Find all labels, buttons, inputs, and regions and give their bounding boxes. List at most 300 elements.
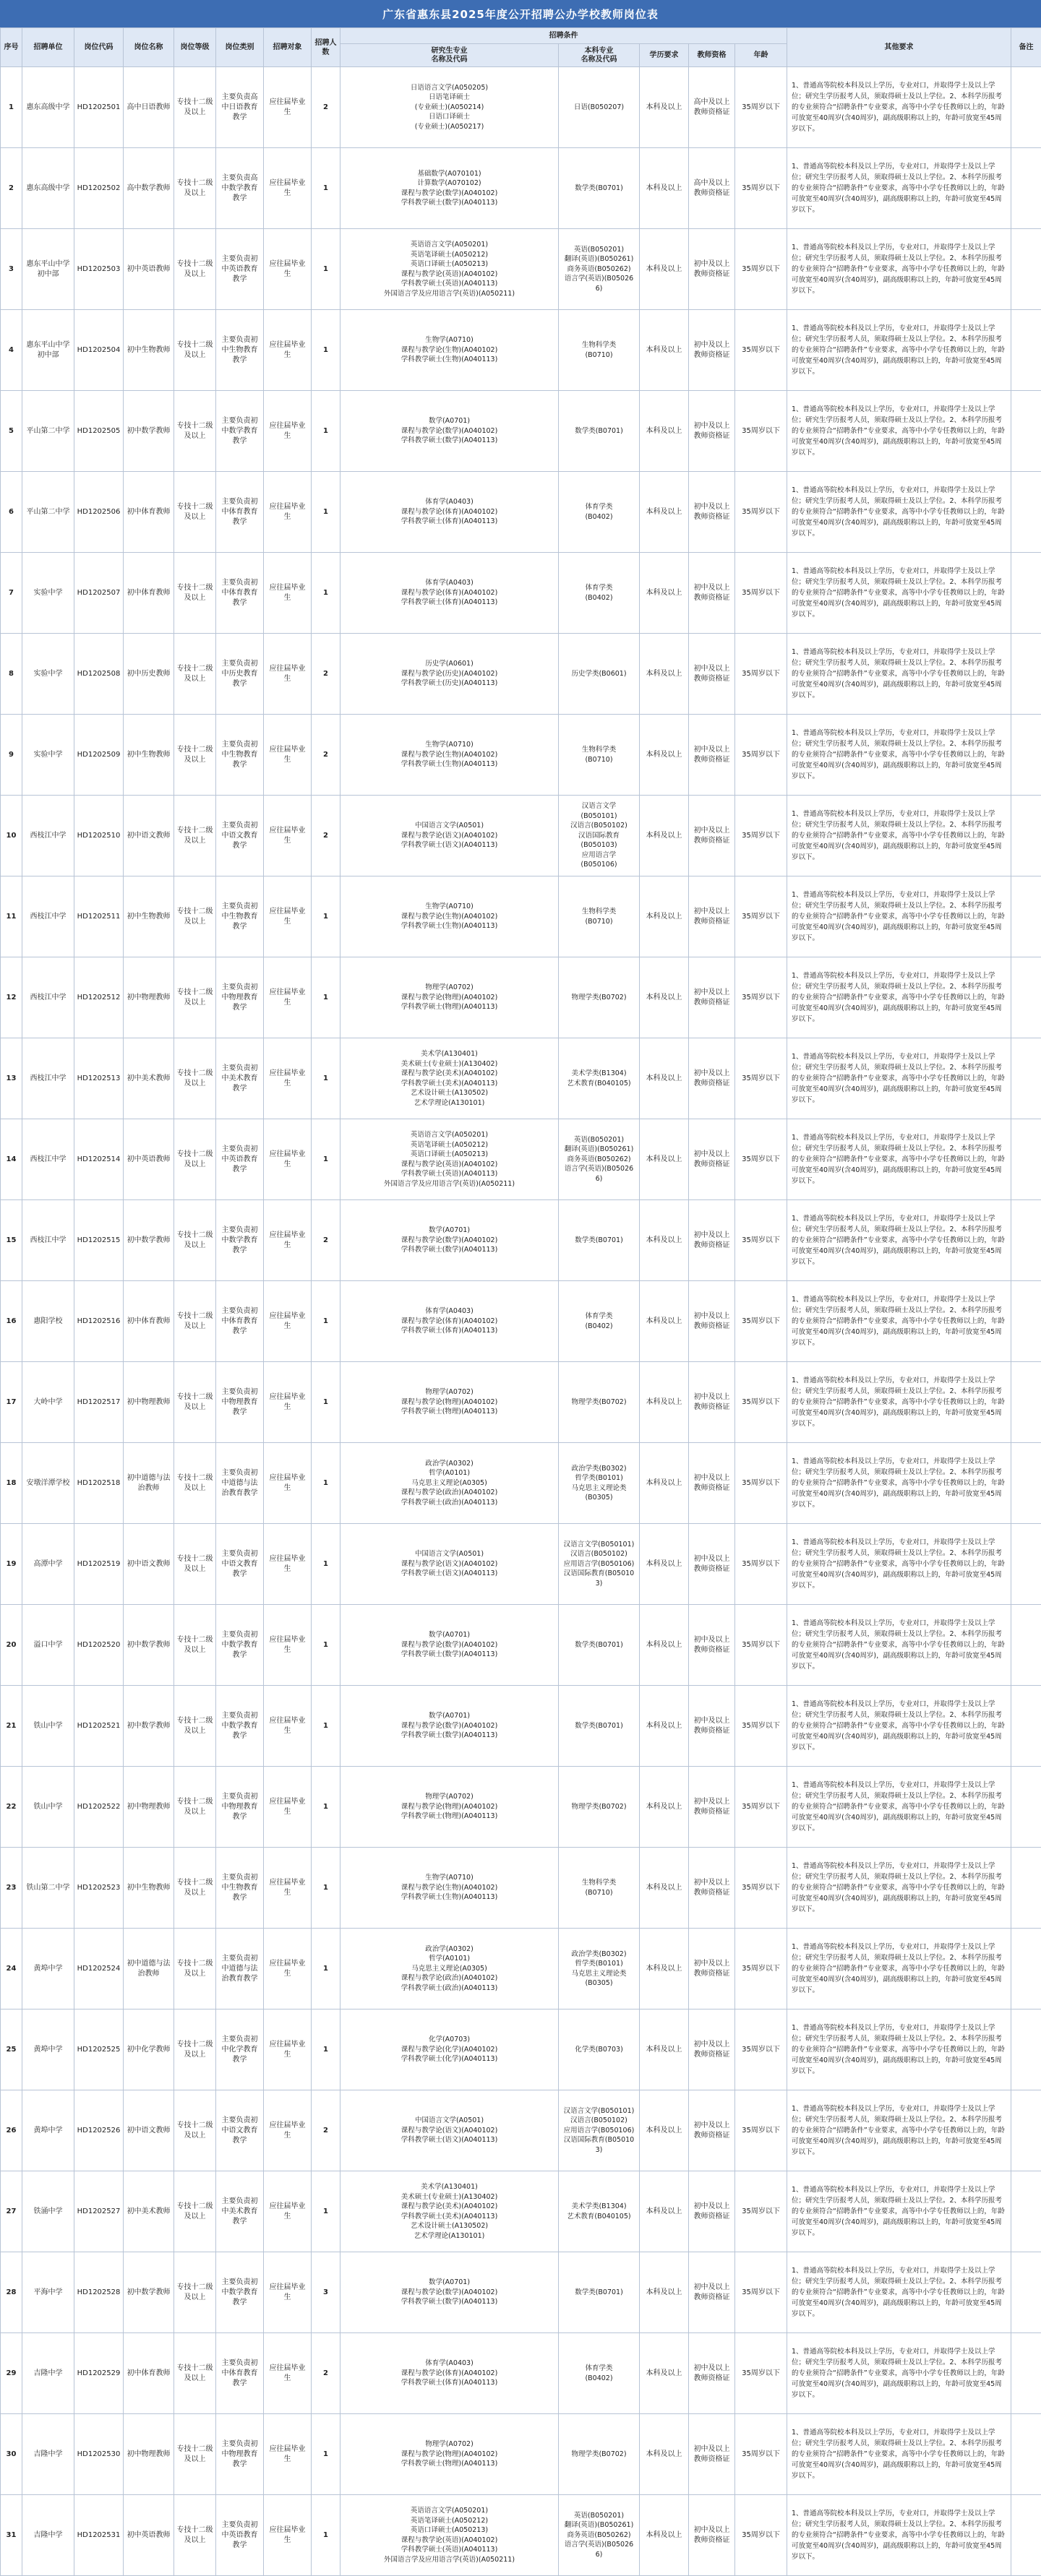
cell-post: 初中体育教师 <box>124 553 174 634</box>
cell-grade: 专技十二级及以上 <box>174 553 216 634</box>
cell-code: HD1202502 <box>74 148 124 229</box>
cell-unit: 平山第二中学 <box>22 391 74 472</box>
cell-age: 35周岁以下 <box>735 229 787 310</box>
cell-other: 1、普通高等院校本科及以上学历，专业对口，并取得学士及以上学位；研究生学历报考人员，须取得硕士及以上学位。2、本科学历报考的专业须符合“招聘条件”专业要求，高等中小学专任教师以上的，年龄可放宽至40周岁(含40周岁)，副高级职称以上的，年龄可放宽至45周岁以下。 <box>787 1119 1011 1200</box>
cell-education: 本科及以上 <box>640 957 689 1038</box>
cell-other: 1、普通高等院校本科及以上学历，专业对口，并取得学士及以上学位；研究生学历报考人员，须取得硕士及以上学位。2、本科学历报考的专业须符合“招聘条件”专业要求，高等中小学专任教师以上的，年龄可放宽至40周岁(含40周岁)，副高级职称以上的，年龄可放宽至45周岁以下。 <box>787 472 1011 553</box>
cell-grad-major: 生物学(A0710) 课程与教学论(生物)(A040102) 学科教学硕士(生物)(A040113) <box>340 1848 559 1929</box>
cell-other: 1、普通高等院校本科及以上学历，专业对口，并取得学士及以上学位；研究生学历报考人员，须取得硕士及以上学位。2、本科学历报考的专业须符合“招聘条件”专业要求，高等中小学专任教师以上的，年龄可放宽至40周岁(含40周岁)，副高级职称以上的，年龄可放宽至45周岁以下。 <box>787 67 1011 148</box>
cell-education: 本科及以上 <box>640 1038 689 1119</box>
cell-age: 35周岁以下 <box>735 1848 787 1929</box>
cell-age: 35周岁以下 <box>735 715 787 796</box>
cell-code: HD1202515 <box>74 1200 124 1281</box>
cell-ug-major: 数学类(B0701) <box>559 1686 640 1767</box>
table-row <box>1 634 1041 715</box>
cell-count: 2 <box>312 715 340 796</box>
cell-code: HD1202525 <box>74 2009 124 2090</box>
cell-age: 35周岁以下 <box>735 1281 787 1362</box>
cell-unit: 黄埠中学 <box>22 2090 74 2171</box>
cell-post: 初中美术教师 <box>124 1038 174 1119</box>
cell-note <box>1011 1443 1041 1524</box>
cell-cert: 初中及以上教师资格证 <box>689 391 735 472</box>
cell-note <box>1011 2414 1041 2495</box>
table-row <box>1 67 1041 148</box>
cell-count: 1 <box>312 229 340 310</box>
cell-category: 主要负责初中体育教育教学 <box>216 2333 264 2414</box>
cell-education: 本科及以上 <box>640 2333 689 2414</box>
cell-post: 初中语文教师 <box>124 796 174 876</box>
cell-count: 3 <box>312 2252 340 2333</box>
cell-other: 1、普通高等院校本科及以上学历，专业对口，并取得学士及以上学位；研究生学历报考人员，须取得硕士及以上学位。2、本科学历报考的专业须符合“招聘条件”专业要求，高等中小学专任教师以上的，年龄可放宽至40周岁(含40周岁)，副高级职称以上的，年龄可放宽至45周岁以下。 <box>787 2414 1011 2495</box>
header-ug-major-sub: 名称及代码 <box>560 56 638 64</box>
cell-code: HD1202518 <box>74 1443 124 1524</box>
cell-education: 本科及以上 <box>640 1443 689 1524</box>
cell-no: 12 <box>1 957 22 1038</box>
cell-education: 本科及以上 <box>640 229 689 310</box>
cell-education: 本科及以上 <box>640 391 689 472</box>
cell-category: 主要负责初中物理教育教学 <box>216 1362 264 1443</box>
cell-target: 应往届毕业生 <box>264 796 312 876</box>
cell-education: 本科及以上 <box>640 310 689 391</box>
cell-no: 21 <box>1 1686 22 1767</box>
cell-category: 主要负责初中生物教育教学 <box>216 876 264 957</box>
cell-category: 主要负责初中美术教育教学 <box>216 1038 264 1119</box>
cell-no: 11 <box>1 876 22 957</box>
cell-target: 应往届毕业生 <box>264 1848 312 1929</box>
cell-age: 35周岁以下 <box>735 1362 787 1443</box>
cell-count: 2 <box>312 634 340 715</box>
cell-count: 2 <box>312 2090 340 2171</box>
cell-other: 1、普通高等院校本科及以上学历，专业对口，并取得学士及以上学位；研究生学历报考人员，须取得硕士及以上学位。2、本科学历报考的专业须符合“招聘条件”专业要求，高等中小学专任教师以上的，年龄可放宽至40周岁(含40周岁)，副高级职称以上的，年龄可放宽至45周岁以下。 <box>787 1848 1011 1929</box>
table-row <box>1 553 1041 634</box>
cell-post: 高中日语教师 <box>124 67 174 148</box>
cell-ug-major: 化学类(B0703) <box>559 2009 640 2090</box>
cell-unit: 西枝江中学 <box>22 1200 74 1281</box>
cell-target: 应往届毕业生 <box>264 634 312 715</box>
cell-count: 1 <box>312 2171 340 2252</box>
cell-other: 1、普通高等院校本科及以上学历，专业对口，并取得学士及以上学位；研究生学历报考人员，须取得硕士及以上学位。2、本科学历报考的专业须符合“招聘条件”专业要求，高等中小学专任教师以上的，年龄可放宽至40周岁(含40周岁)，副高级职称以上的，年龄可放宽至45周岁以下。 <box>787 1524 1011 1605</box>
cell-post: 高中数学教师 <box>124 148 174 229</box>
cell-cert: 初中及以上教师资格证 <box>689 553 735 634</box>
cell-code: HD1202513 <box>74 1038 124 1119</box>
cell-post: 初中物理教师 <box>124 1362 174 1443</box>
cell-education: 本科及以上 <box>640 2252 689 2333</box>
cell-no: 15 <box>1 1200 22 1281</box>
cell-cert: 初中及以上教师资格证 <box>689 1848 735 1929</box>
cell-grade: 专技十二级及以上 <box>174 796 216 876</box>
cell-other: 1、普通高等院校本科及以上学历，专业对口，并取得学士及以上学位；研究生学历报考人员，须取得硕士及以上学位。2、本科学历报考的专业须符合“招聘条件”专业要求，高等中小学专任教师以上的，年龄可放宽至40周岁(含40周岁)，副高级职称以上的，年龄可放宽至45周岁以下。 <box>787 1605 1011 1686</box>
cell-grad-major: 物理学(A0702) 课程与教学论(物理)(A040102) 学科教学硕士(物理)(A040113) <box>340 1767 559 1848</box>
cell-education: 本科及以上 <box>640 2009 689 2090</box>
cell-code: HD1202530 <box>74 2414 124 2495</box>
cell-count: 1 <box>312 310 340 391</box>
cell-education: 本科及以上 <box>640 876 689 957</box>
cell-no: 23 <box>1 1848 22 1929</box>
cell-target: 应往届毕业生 <box>264 2414 312 2495</box>
cell-age: 35周岁以下 <box>735 876 787 957</box>
cell-target: 应往届毕业生 <box>264 1119 312 1200</box>
cell-note <box>1011 1686 1041 1767</box>
cell-age: 35周岁以下 <box>735 1443 787 1524</box>
cell-grade: 专技十二级及以上 <box>174 1605 216 1686</box>
table-row <box>1 876 1041 957</box>
table-row <box>1 2252 1041 2333</box>
cell-ug-major: 日语(B050207) <box>559 67 640 148</box>
cell-code: HD1202517 <box>74 1362 124 1443</box>
cell-other: 1、普通高等院校本科及以上学历，专业对口，并取得学士及以上学位；研究生学历报考人员，须取得硕士及以上学位。2、本科学历报考的专业须符合“招聘条件”专业要求，高等中小学专任教师以上的，年龄可放宽至40周岁(含40周岁)，副高级职称以上的，年龄可放宽至45周岁以下。 <box>787 2090 1011 2171</box>
cell-category: 主要负责初中美术教育教学 <box>216 2171 264 2252</box>
cell-other: 1、普通高等院校本科及以上学历，专业对口，并取得学士及以上学位；研究生学历报考人员，须取得硕士及以上学位。2、本科学历报考的专业须符合“招聘条件”专业要求，高等中小学专任教师以上的，年龄可放宽至40周岁(含40周岁)，副高级职称以上的，年龄可放宽至45周岁以下。 <box>787 391 1011 472</box>
cell-age: 35周岁以下 <box>735 148 787 229</box>
cell-grad-major: 日语语言文学(A050205) 日语笔译硕士 (专业硕士)(A050214) 日语口译硕士 (专业硕士)(A050217) <box>340 67 559 148</box>
cell-ug-major: 美术学类(B1304) 艺术教育(B040105) <box>559 2171 640 2252</box>
cell-age: 35周岁以下 <box>735 472 787 553</box>
cell-note <box>1011 2009 1041 2090</box>
cell-cert: 初中及以上教师资格证 <box>689 1038 735 1119</box>
cell-category: 主要负责高中日语教育教学 <box>216 67 264 148</box>
cell-category: 主要负责初中道德与法治教育教学 <box>216 1929 264 2009</box>
cell-other: 1、普通高等院校本科及以上学历，专业对口，并取得学士及以上学位；研究生学历报考人员，须取得硕士及以上学位。2、本科学历报考的专业须符合“招聘条件”专业要求，高等中小学专任教师以上的，年龄可放宽至40周岁(含40周岁)，副高级职称以上的，年龄可放宽至45周岁以下。 <box>787 876 1011 957</box>
cell-ug-major: 生物科学类 (B0710) <box>559 1848 640 1929</box>
cell-age: 35周岁以下 <box>735 2090 787 2171</box>
cell-education: 本科及以上 <box>640 2414 689 2495</box>
cell-unit: 铁涌中学 <box>22 2171 74 2252</box>
cell-grade: 专技十二级及以上 <box>174 2414 216 2495</box>
cell-education: 本科及以上 <box>640 1119 689 1200</box>
cell-count: 1 <box>312 1119 340 1200</box>
cell-unit: 吉隆中学 <box>22 2333 74 2414</box>
cell-count: 2 <box>312 796 340 876</box>
cell-target: 应往届毕业生 <box>264 1524 312 1605</box>
cell-ug-major: 数学类(B0701) <box>559 391 640 472</box>
cell-grad-major: 政治学(A0302) 哲学(A0101) 马克思主义理论(A0305) 课程与教学论(政治)(A040102) 学科教学硕士(政治)(A040113) <box>340 1443 559 1524</box>
cell-cert: 初中及以上教师资格证 <box>689 1281 735 1362</box>
cell-grad-major: 物理学(A0702) 课程与教学论(物理)(A040102) 学科教学硕士(物理)(A040113) <box>340 1362 559 1443</box>
cell-count: 1 <box>312 957 340 1038</box>
cell-other: 1、普通高等院校本科及以上学历，专业对口，并取得学士及以上学位；研究生学历报考人员，须取得硕士及以上学位。2、本科学历报考的专业须符合“招聘条件”专业要求，高等中小学专任教师以上的，年龄可放宽至40周岁(含40周岁)，副高级职称以上的，年龄可放宽至45周岁以下。 <box>787 1362 1011 1443</box>
cell-cert: 初中及以上教师资格证 <box>689 1686 735 1767</box>
cell-no: 13 <box>1 1038 22 1119</box>
cell-grade: 专技十二级及以上 <box>174 1362 216 1443</box>
cell-age: 35周岁以下 <box>735 957 787 1038</box>
cell-target: 应往届毕业生 <box>264 472 312 553</box>
cell-cert: 初中及以上教师资格证 <box>689 1929 735 2009</box>
cell-age: 35周岁以下 <box>735 2414 787 2495</box>
cell-age: 35周岁以下 <box>735 310 787 391</box>
cell-no: 30 <box>1 2414 22 2495</box>
cell-ug-major: 体育学类 (B0402) <box>559 553 640 634</box>
table-row <box>1 391 1041 472</box>
cell-grad-major: 美术学(A130401) 美术硕士(专业硕士)(A130402) 课程与教学论(美术)(A040102) 学科教学硕士(美术)(A040113) 艺术设计硕士(A130502) 艺术学理论(A130101) <box>340 1038 559 1119</box>
cell-other: 1、普通高等院校本科及以上学历，专业对口，并取得学士及以上学位；研究生学历报考人员，须取得硕士及以上学位。2、本科学历报考的专业须符合“招聘条件”专业要求，高等中小学专任教师以上的，年龄可放宽至40周岁(含40周岁)，副高级职称以上的，年龄可放宽至45周岁以下。 <box>787 796 1011 876</box>
cell-grade: 专技十二级及以上 <box>174 715 216 796</box>
cell-post: 初中数学教师 <box>124 2252 174 2333</box>
header-education: 学历要求 <box>640 44 689 67</box>
cell-grad-major: 数学(A0701) 课程与教学论(数学)(A040102) 学科教学硕士(数学)(A040113) <box>340 1686 559 1767</box>
cell-target: 应往届毕业生 <box>264 148 312 229</box>
table-row <box>1 1443 1041 1524</box>
header-note: 备注 <box>1011 28 1041 67</box>
cell-unit: 铁山中学 <box>22 1767 74 1848</box>
cell-age: 35周岁以下 <box>735 1929 787 2009</box>
cell-category: 主要负责初中道德与法治教育教学 <box>216 1443 264 1524</box>
table-row <box>1 796 1041 876</box>
cell-note <box>1011 148 1041 229</box>
cell-grade: 专技十二级及以上 <box>174 148 216 229</box>
cell-post: 初中生物教师 <box>124 715 174 796</box>
cell-other: 1、普通高等院校本科及以上学历，专业对口，并取得学士及以上学位；研究生学历报考人员，须取得硕士及以上学位。2、本科学历报考的专业须符合“招聘条件”专业要求，高等中小学专任教师以上的，年龄可放宽至40周岁(含40周岁)，副高级职称以上的，年龄可放宽至45周岁以下。 <box>787 1281 1011 1362</box>
cell-ug-major: 物理学类(B0702) <box>559 957 640 1038</box>
cell-note <box>1011 1119 1041 1200</box>
cell-unit: 溢口中学 <box>22 1605 74 1686</box>
cell-cert: 初中及以上教师资格证 <box>689 1443 735 1524</box>
cell-target: 应往届毕业生 <box>264 2090 312 2171</box>
cell-cert: 初中及以上教师资格证 <box>689 229 735 310</box>
cell-target: 应往届毕业生 <box>264 310 312 391</box>
cell-education: 本科及以上 <box>640 67 689 148</box>
cell-ug-major: 政治学类(B0302) 哲学类(B0101) 马克思主义理论类 (B0305) <box>559 1443 640 1524</box>
cell-post: 初中体育教师 <box>124 1281 174 1362</box>
cell-no: 28 <box>1 2252 22 2333</box>
cell-target: 应往届毕业生 <box>264 876 312 957</box>
cell-note <box>1011 1929 1041 2009</box>
cell-grad-major: 化学(A0703) 课程与教学论(化学)(A040102) 学科教学硕士(化学)(A040113) <box>340 2009 559 2090</box>
table-body <box>1 67 1041 2576</box>
cell-education: 本科及以上 <box>640 1686 689 1767</box>
cell-grad-major: 数学(A0701) 课程与教学论(数学)(A040102) 学科教学硕士(数学)(A040113) <box>340 1200 559 1281</box>
cell-grade: 专技十二级及以上 <box>174 1524 216 1605</box>
cell-unit: 铁山中学 <box>22 1686 74 1767</box>
cell-code: HD1202510 <box>74 796 124 876</box>
header-ug-major-label: 本科专业 <box>560 47 638 56</box>
cell-unit: 黄埠中学 <box>22 2009 74 2090</box>
table-row <box>1 148 1041 229</box>
cell-category: 主要负责初中历史教育教学 <box>216 634 264 715</box>
cell-grade: 专技十二级及以上 <box>174 2495 216 2576</box>
cell-category: 主要负责初中英语教育教学 <box>216 229 264 310</box>
cell-category: 主要负责初中化学教育教学 <box>216 2009 264 2090</box>
cell-grad-major: 中国语言文学(A0501) 课程与教学论(语文)(A040102) 学科教学硕士(语文)(A040113) <box>340 2090 559 2171</box>
cell-note <box>1011 310 1041 391</box>
cell-category: 主要负责高中数学教育教学 <box>216 148 264 229</box>
cell-age: 35周岁以下 <box>735 2333 787 2414</box>
header-other: 其他要求 <box>787 28 1011 67</box>
cell-other: 1、普通高等院校本科及以上学历，专业对口，并取得学士及以上学位；研究生学历报考人员，须取得硕士及以上学位。2、本科学历报考的专业须符合“招聘条件”专业要求，高等中小学专任教师以上的，年龄可放宽至40周岁(含40周岁)，副高级职称以上的，年龄可放宽至45周岁以下。 <box>787 2333 1011 2414</box>
table-row <box>1 1605 1041 1686</box>
cell-count: 1 <box>312 553 340 634</box>
cell-grade: 专技十二级及以上 <box>174 2009 216 2090</box>
cell-age: 35周岁以下 <box>735 67 787 148</box>
cell-note <box>1011 391 1041 472</box>
cell-grad-major: 物理学(A0702) 课程与教学论(物理)(A040102) 学科教学硕士(物理)(A040113) <box>340 2414 559 2495</box>
cell-grade: 专技十二级及以上 <box>174 391 216 472</box>
cell-no: 18 <box>1 1443 22 1524</box>
cell-grade: 专技十二级及以上 <box>174 310 216 391</box>
cell-unit: 大岭中学 <box>22 1362 74 1443</box>
cell-no: 9 <box>1 715 22 796</box>
cell-target: 应往届毕业生 <box>264 2333 312 2414</box>
cell-post: 初中物理教师 <box>124 1767 174 1848</box>
cell-education: 本科及以上 <box>640 2171 689 2252</box>
cell-category: 主要负责初中生物教育教学 <box>216 715 264 796</box>
cell-grade: 专技十二级及以上 <box>174 1038 216 1119</box>
cell-code: HD1202516 <box>74 1281 124 1362</box>
cell-no: 7 <box>1 553 22 634</box>
cell-cert: 初中及以上教师资格证 <box>689 1119 735 1200</box>
cell-note <box>1011 1200 1041 1281</box>
cell-education: 本科及以上 <box>640 2495 689 2576</box>
cell-category: 主要负责初中数学教育教学 <box>216 1605 264 1686</box>
cell-ug-major: 物理学类(B0702) <box>559 1767 640 1848</box>
cell-unit: 惠东平山中学初中部 <box>22 229 74 310</box>
cell-category: 主要负责初中英语教育教学 <box>216 2495 264 2576</box>
cell-code: HD1202507 <box>74 553 124 634</box>
cell-education: 本科及以上 <box>640 1281 689 1362</box>
cell-post: 初中语文教师 <box>124 1524 174 1605</box>
cell-note <box>1011 957 1041 1038</box>
cell-no: 17 <box>1 1362 22 1443</box>
cell-count: 1 <box>312 1848 340 1929</box>
cell-ug-major: 英语(B050201) 翻译(英语)(B050261) 商务英语(B050262) 语言学(英语)(B050266) <box>559 1119 640 1200</box>
cell-cert: 初中及以上教师资格证 <box>689 2495 735 2576</box>
cell-grad-major: 中国语言文学(A0501) 课程与教学论(语文)(A040102) 学科教学硕士(语文)(A040113) <box>340 796 559 876</box>
cell-count: 2 <box>312 2333 340 2414</box>
cell-post: 初中物理教师 <box>124 2414 174 2495</box>
cell-count: 2 <box>312 1200 340 1281</box>
cell-other: 1、普通高等院校本科及以上学历，专业对口，并取得学士及以上学位；研究生学历报考人员，须取得硕士及以上学位。2、本科学历报考的专业须符合“招聘条件”专业要求，高等中小学专任教师以上的，年龄可放宽至40周岁(含40周岁)，副高级职称以上的，年龄可放宽至45周岁以下。 <box>787 715 1011 796</box>
cell-ug-major: 数学类(B0701) <box>559 1605 640 1686</box>
cell-no: 16 <box>1 1281 22 1362</box>
header-age: 年龄 <box>735 44 787 67</box>
cell-target: 应往届毕业生 <box>264 2252 312 2333</box>
cell-cert: 初中及以上教师资格证 <box>689 957 735 1038</box>
cell-category: 主要负责初中数学教育教学 <box>216 1200 264 1281</box>
table-row <box>1 957 1041 1038</box>
cell-count: 1 <box>312 1443 340 1524</box>
cell-unit: 实验中学 <box>22 634 74 715</box>
cell-code: HD1202505 <box>74 391 124 472</box>
cell-grad-major: 体育学(A0403) 课程与教学论(体育)(A040102) 学科教学硕士(体育)(A040113) <box>340 553 559 634</box>
cell-count: 1 <box>312 876 340 957</box>
cell-cert: 初中及以上教师资格证 <box>689 715 735 796</box>
cell-note <box>1011 715 1041 796</box>
cell-ug-major: 体育学类 (B0402) <box>559 2333 640 2414</box>
cell-category: 主要负责初中语文教育教学 <box>216 796 264 876</box>
cell-post: 初中道德与法治教师 <box>124 1443 174 1524</box>
cell-note <box>1011 2171 1041 2252</box>
cell-grad-major: 生物学(A0710) 课程与教学论(生物)(A040102) 学科教学硕士(生物)(A040113) <box>340 310 559 391</box>
cell-post: 初中英语教师 <box>124 1119 174 1200</box>
cell-note <box>1011 2252 1041 2333</box>
cell-other: 1、普通高等院校本科及以上学历，专业对口，并取得学士及以上学位；研究生学历报考人员，须取得硕士及以上学位。2、本科学历报考的专业须符合“招聘条件”专业要求，高等中小学专任教师以上的，年龄可放宽至40周岁(含40周岁)，副高级职称以上的，年龄可放宽至45周岁以下。 <box>787 2009 1011 2090</box>
cell-note <box>1011 796 1041 876</box>
header-cert: 教师资格 <box>689 44 735 67</box>
cell-count: 1 <box>312 1524 340 1605</box>
cell-cert: 初中及以上教师资格证 <box>689 796 735 876</box>
cell-code: HD1202511 <box>74 876 124 957</box>
cell-target: 应往届毕业生 <box>264 2009 312 2090</box>
table-row <box>1 310 1041 391</box>
cell-unit: 安墩洋潭学校 <box>22 1443 74 1524</box>
cell-ug-major: 生物科学类 (B0710) <box>559 715 640 796</box>
cell-cert: 初中及以上教师资格证 <box>689 310 735 391</box>
cell-no: 29 <box>1 2333 22 2414</box>
cell-education: 本科及以上 <box>640 634 689 715</box>
cell-category: 主要负责初中数学教育教学 <box>216 1686 264 1767</box>
cell-code: HD1202527 <box>74 2171 124 2252</box>
cell-grad-major: 生物学(A0710) 课程与教学论(生物)(A040102) 学科教学硕士(生物)(A040113) <box>340 876 559 957</box>
table-row <box>1 1686 1041 1767</box>
cell-grad-major: 政治学(A0302) 哲学(A0101) 马克思主义理论(A0305) 课程与教学论(政治)(A040102) 学科教学硕士(政治)(A040113) <box>340 1929 559 2009</box>
cell-code: HD1202514 <box>74 1119 124 1200</box>
cell-post: 初中语文教师 <box>124 2090 174 2171</box>
cell-no: 10 <box>1 796 22 876</box>
cell-grad-major: 美术学(A130401) 美术硕士(专业硕士)(A130402) 课程与教学论(美术)(A040102) 学科教学硕士(美术)(A040113) 艺术设计硕士(A130502) 艺术学理论(A130101) <box>340 2171 559 2252</box>
cell-count: 1 <box>312 148 340 229</box>
table-row <box>1 1038 1041 1119</box>
cell-unit: 吉隆中学 <box>22 2414 74 2495</box>
cell-note <box>1011 1038 1041 1119</box>
cell-unit: 西枝江中学 <box>22 876 74 957</box>
cell-age: 35周岁以下 <box>735 1605 787 1686</box>
cell-note <box>1011 472 1041 553</box>
cell-cert: 高中及以上教师资格证 <box>689 67 735 148</box>
cell-education: 本科及以上 <box>640 1605 689 1686</box>
cell-unit: 铁山第二中学 <box>22 1848 74 1929</box>
cell-code: HD1202531 <box>74 2495 124 2576</box>
cell-cert: 初中及以上教师资格证 <box>689 876 735 957</box>
cell-cert: 初中及以上教师资格证 <box>689 2171 735 2252</box>
table-row <box>1 1524 1041 1605</box>
header-grad-major <box>340 44 559 67</box>
cell-education: 本科及以上 <box>640 2090 689 2171</box>
cell-cert: 初中及以上教师资格证 <box>689 634 735 715</box>
cell-unit: 黄埠中学 <box>22 1929 74 2009</box>
cell-target: 应往届毕业生 <box>264 715 312 796</box>
cell-ug-major: 美术学类(B1304) 艺术教育(B040105) <box>559 1038 640 1119</box>
cell-category: 主要负责初中物理教育教学 <box>216 2414 264 2495</box>
cell-grade: 专技十二级及以上 <box>174 1686 216 1767</box>
table-row <box>1 472 1041 553</box>
cell-target: 应往届毕业生 <box>264 1281 312 1362</box>
cell-unit: 惠东高级中学 <box>22 67 74 148</box>
cell-no: 8 <box>1 634 22 715</box>
cell-code: HD1202521 <box>74 1686 124 1767</box>
cell-grad-major: 体育学(A0403) 课程与教学论(体育)(A040102) 学科教学硕士(体育)(A040113) <box>340 2333 559 2414</box>
cell-post: 初中数学教师 <box>124 1200 174 1281</box>
cell-target: 应往届毕业生 <box>264 1767 312 1848</box>
cell-code: HD1202501 <box>74 67 124 148</box>
cell-cert: 初中及以上教师资格证 <box>689 1605 735 1686</box>
cell-age: 35周岁以下 <box>735 796 787 876</box>
cell-ug-major: 汉语言文学(B050101) 汉语言(B050102) 应用语言学(B050106) 汉语国际教育(B050103) <box>559 1524 640 1605</box>
cell-post: 初中英语教师 <box>124 229 174 310</box>
cell-code: HD1202526 <box>74 2090 124 2171</box>
cell-note <box>1011 553 1041 634</box>
cell-other: 1、普通高等院校本科及以上学历，专业对口，并取得学士及以上学位；研究生学历报考人员，须取得硕士及以上学位。2、本科学历报考的专业须符合“招聘条件”专业要求，高等中小学专任教师以上的，年龄可放宽至40周岁(含40周岁)，副高级职称以上的，年龄可放宽至45周岁以下。 <box>787 957 1011 1038</box>
cell-no: 26 <box>1 2090 22 2171</box>
cell-grade: 专技十二级及以上 <box>174 1443 216 1524</box>
cell-grade: 专技十二级及以上 <box>174 2333 216 2414</box>
cell-post: 初中生物教师 <box>124 876 174 957</box>
cell-code: HD1202506 <box>74 472 124 553</box>
table-row <box>1 2090 1041 2171</box>
header-category: 岗位类别 <box>216 28 264 67</box>
cell-note <box>1011 2495 1041 2576</box>
cell-education: 本科及以上 <box>640 1767 689 1848</box>
cell-cert: 初中及以上教师资格证 <box>689 1524 735 1605</box>
cell-note <box>1011 2333 1041 2414</box>
